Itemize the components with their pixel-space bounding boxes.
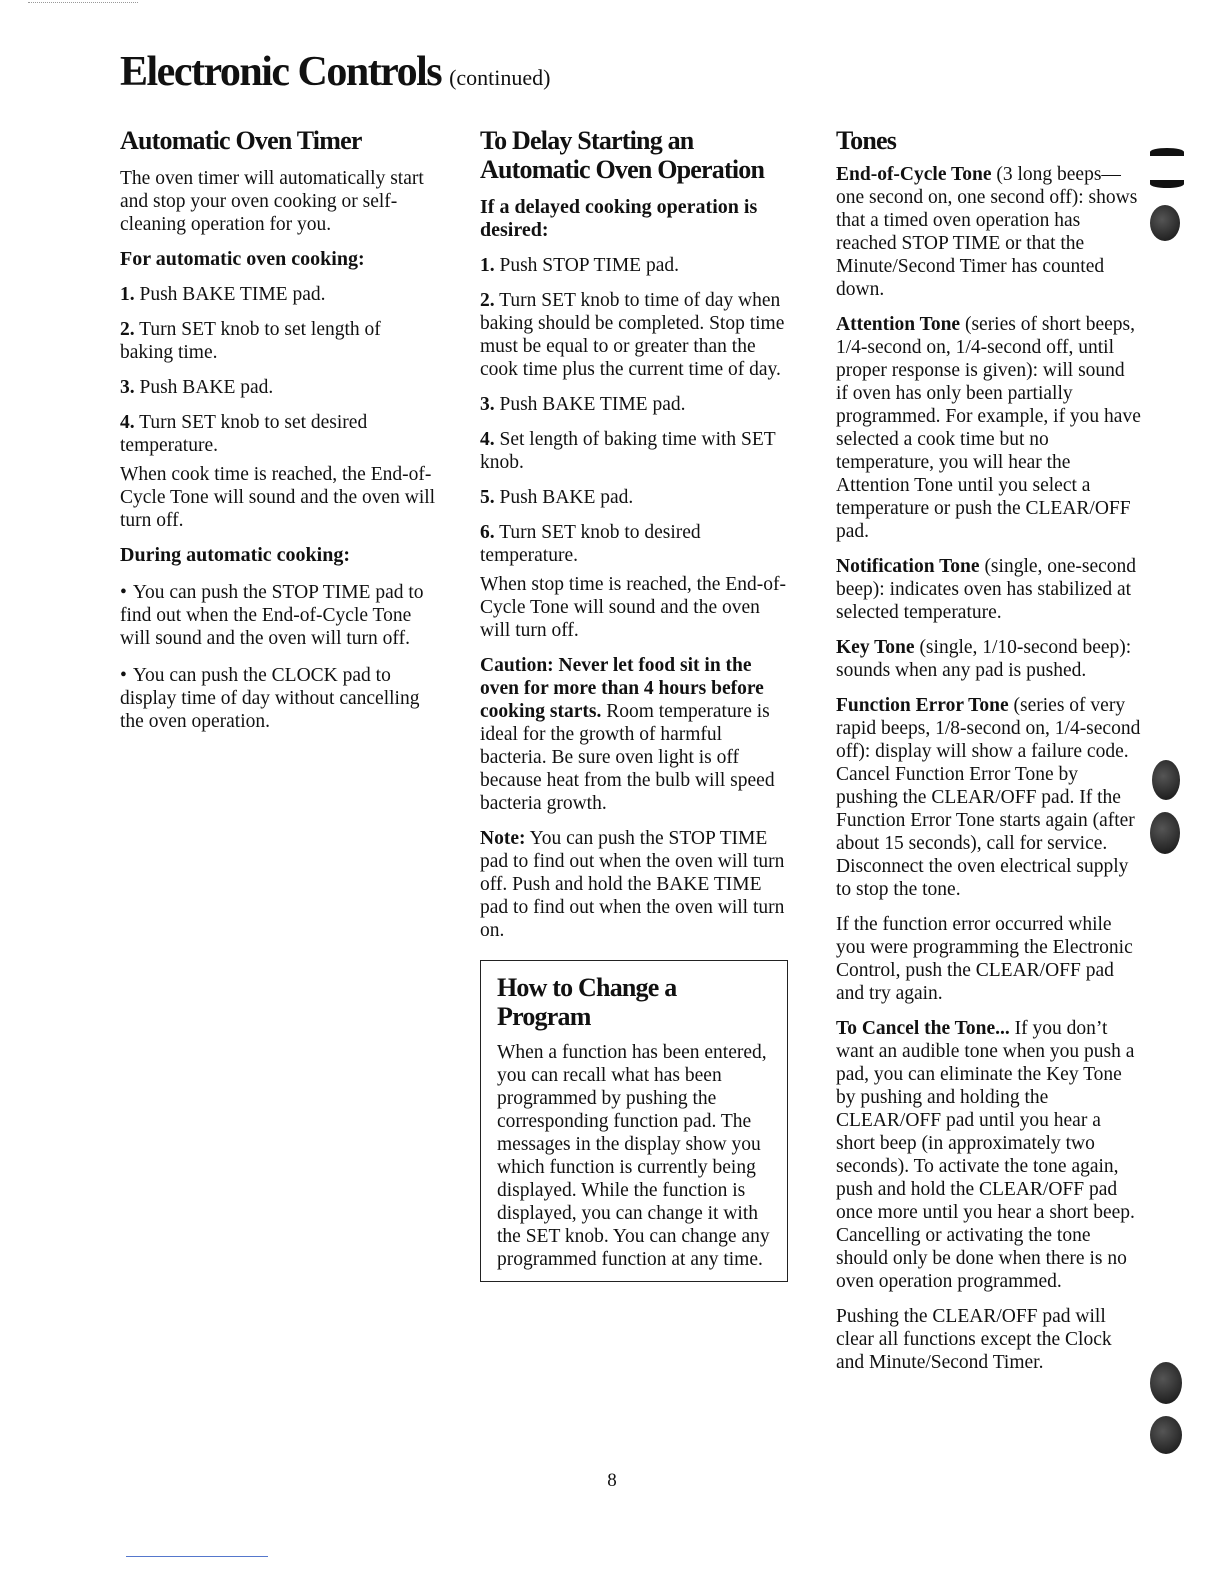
step-number: 4.: [480, 429, 495, 450]
step-item: [480, 254, 790, 277]
how-to-change-program-box: [480, 960, 788, 1282]
page-title: [120, 48, 550, 96]
tone-term: Notification Tone: [836, 556, 980, 577]
step-text: Set length of baking time with SET knob.: [480, 429, 776, 473]
tone-text: (single, 1/10-second beep): sounds when any pad is pushed.: [836, 637, 1132, 681]
step-number: 3.: [480, 394, 495, 415]
section-heading: To Delay Starting an Automatic Oven Operation: [480, 126, 765, 184]
caution-text: Room temperature is ideal for the growth of harmful bacteria. Be sure oven light is off because heat from the bulb will speed bacteria growth.: [480, 701, 775, 814]
step-item: [480, 289, 790, 381]
step-text: Turn SET knob to time of day when baking should be completed. Stop time must be equal to or greater than the cook time plus the current time of day.: [480, 290, 785, 380]
column-automatic-oven-timer: [120, 126, 436, 745]
tone-text: (series of short beeps, 1/4-second on, 1/4-second off, until proper response is given): will sound if oven has only been partially programmed. For example, if you have selected a cook time but no temperature, you will hear the Attention Tone until you select a temperature or push the CLEAR/OFF pad.: [836, 314, 1141, 542]
tone-term: Attention Tone: [836, 314, 961, 335]
step-item: [120, 318, 436, 364]
section-heading: Automatic Oven Timer: [120, 126, 362, 155]
binder-tab-mark: [1150, 148, 1184, 156]
tone-item: [836, 313, 1141, 543]
bullet-item: • You can push the STOP TIME pad to find out when the End-of-Cycle Tone will sound and the oven will turn off.: [120, 581, 436, 650]
page-number: 8: [607, 1470, 617, 1491]
cancel-tone-paragraph: [836, 1017, 1141, 1293]
paragraph: When stop time is reached, the End-of-Cycle Tone will sound and the oven will turn off.: [480, 574, 786, 641]
step-text: Turn SET knob to set length of baking time.: [120, 319, 381, 363]
step-text: Push BAKE TIME pad.: [139, 284, 326, 305]
box-text: When a function has been entered, you can recall what has been programmed by pushing the corresponding function pad. The messages in the display show you which function is currently being displayed. While the function is displayed, you can change it with the SET knob. You can change any programmed function at any time.: [497, 1042, 770, 1270]
step-item: [120, 283, 436, 306]
column-tones: [836, 126, 1141, 1386]
binder-tab-mark: [1150, 180, 1184, 188]
step-number: 2.: [120, 319, 135, 340]
intro-paragraph: The oven timer will automatically start and stop your oven cooking or self-cleaning operation for you.: [120, 168, 424, 235]
page-title-sub: (continued): [449, 65, 551, 90]
step-item: [480, 393, 790, 416]
step-number: 2.: [480, 290, 495, 311]
column-delay-start: [480, 126, 790, 1282]
binder-tab-mark: [1150, 205, 1180, 241]
section-heading: Tones: [836, 126, 897, 155]
step-number: 3.: [120, 377, 135, 398]
subheading: During automatic cooking:: [120, 544, 350, 566]
step-number: 1.: [120, 284, 135, 305]
note-text: You can push the STOP TIME pad to find out when the oven will turn off. Push and hold the BAKE TIME pad to find out when the oven will turn on.: [480, 828, 785, 941]
caution-label: Caution: Never let food sit in the oven for more than 4 hours before cooking starts.: [480, 655, 764, 722]
step-text: Push BAKE TIME pad.: [499, 394, 686, 415]
note-paragraph: [480, 827, 790, 942]
note-label: Note:: [480, 828, 526, 849]
footer-rule: [126, 1556, 268, 1557]
tone-item: [836, 555, 1141, 624]
tone-text: (single, one-second beep): indicates oven has stabilized at selected temperature.: [836, 556, 1137, 623]
tone-term: Key Tone: [836, 637, 915, 658]
page-title-main: Electronic Controls: [120, 49, 442, 95]
scan-artifact: [28, 2, 138, 4]
box-heading: How to Change a Program: [497, 973, 677, 1031]
tone-item: [836, 694, 1141, 901]
step-text: Turn SET knob to set desired temperature.: [120, 412, 368, 456]
step-item: [120, 411, 436, 457]
binder-tab-mark: [1150, 1416, 1182, 1454]
step-item: [120, 376, 436, 399]
tone-text: (3 long beeps—one second on, one second off): shows that a timed oven operation has reached STOP TIME or that the Minute/Second Timer has counted down.: [836, 164, 1138, 300]
caution-paragraph: [480, 654, 790, 815]
step-text: Push STOP TIME pad.: [499, 255, 679, 276]
step-number: 1.: [480, 255, 495, 276]
tone-term: Function Error Tone: [836, 695, 1009, 716]
tone-item: [836, 163, 1141, 301]
subheading: If a delayed cooking operation is desired:: [480, 196, 758, 241]
cancel-tone-text: If you don’t want an audible tone when you push a pad, you can eliminate the Key Tone by pushing and holding the CLEAR/OFF pad until you hear a short beep (in approximately two seconds). To activate the tone again, push and hold the CLEAR/OFF pad once more until you hear a short beep. Cancelling or activating the tone should only be done when there is no oven operation programmed.: [836, 1018, 1135, 1292]
binder-tab-mark: [1152, 760, 1180, 800]
step-number: 4.: [120, 412, 135, 433]
binder-tab-mark: [1150, 812, 1180, 854]
step-number: 5.: [480, 487, 495, 508]
subheading: For automatic oven cooking:: [120, 248, 365, 270]
step-text: Push BAKE pad.: [499, 487, 634, 508]
step-text: Turn SET knob to desired temperature.: [480, 522, 701, 566]
tone-term: End-of-Cycle Tone: [836, 164, 992, 185]
step-text: Push BAKE pad.: [139, 377, 274, 398]
step-item: [480, 486, 790, 509]
step-item: [480, 428, 790, 474]
paragraph: Pushing the CLEAR/OFF pad will clear all functions except the Clock and Minute/Second Timer.: [836, 1306, 1112, 1373]
paragraph: If the function error occurred while you were programming the Electronic Control, push the CLEAR/OFF pad and try again.: [836, 914, 1133, 1004]
tone-text: (series of very rapid beeps, 1/8-second on, 1/4-second off): display will show a failure code. Cancel Function Error Tone by pushing the CLEAR/OFF pad. If the Function Error Tone starts again (after about 15 seconds), call for service. Disconnect the oven electrical supply to stop the tone.: [836, 695, 1141, 900]
paragraph: When cook time is reached, the End-of-Cycle Tone will sound and the oven will turn off.: [120, 464, 436, 531]
cancel-tone-term: To Cancel the Tone...: [836, 1018, 1010, 1039]
step-number: 6.: [480, 522, 495, 543]
step-item: [480, 521, 790, 567]
tone-item: [836, 636, 1141, 682]
bullet-item: • You can push the CLOCK pad to display time of day without cancelling the oven operation.: [120, 664, 436, 733]
binder-tab-mark: [1150, 1362, 1182, 1404]
